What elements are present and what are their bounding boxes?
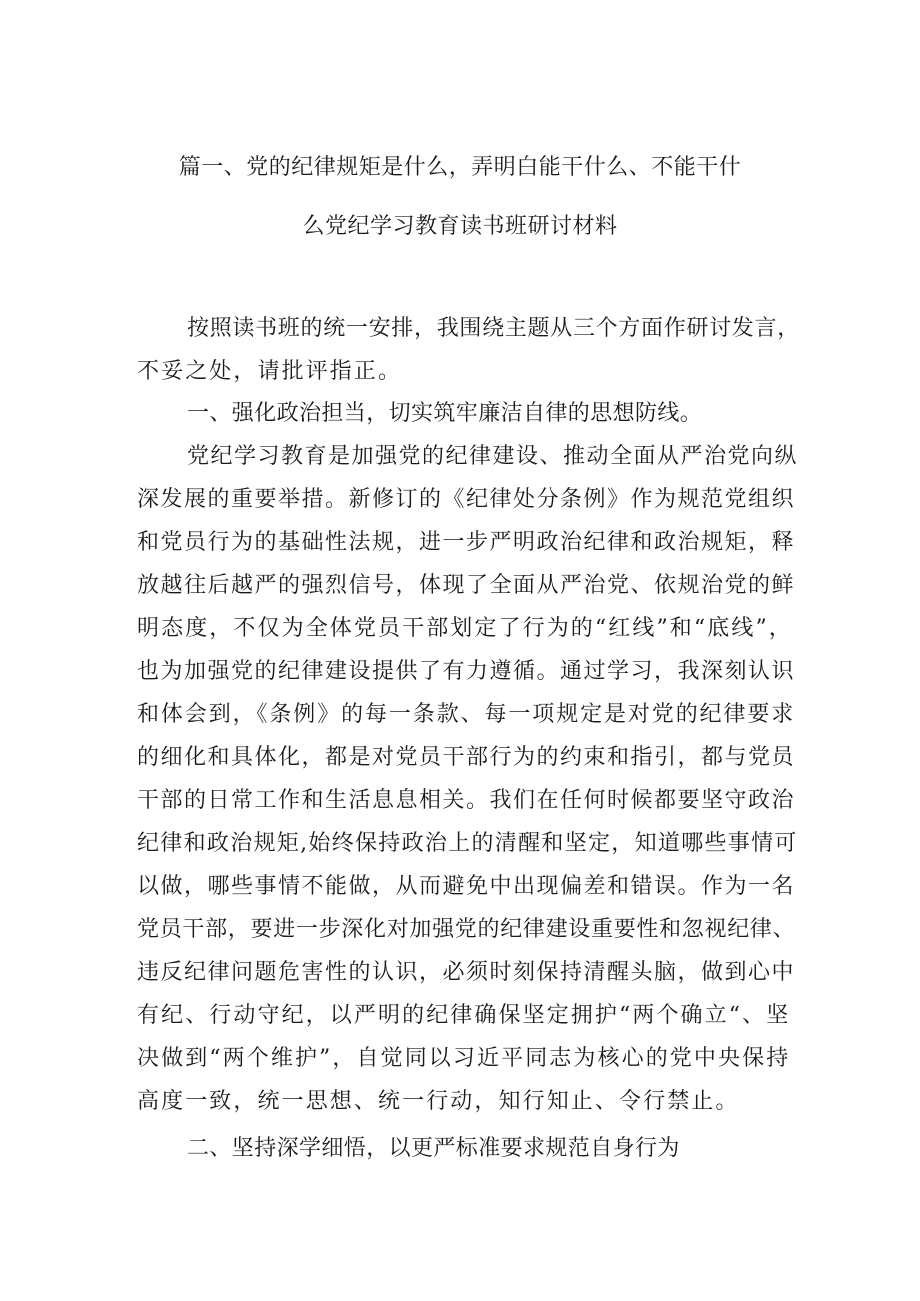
section-1-line-10: 纪律和政治规矩,始终保持政治上的清醒和坚定，知道哪些事情可	[137, 831, 798, 856]
section-1-heading: 一、强化政治担当，切实筑牢廉洁自律的思想防线。	[187, 401, 703, 426]
section-1-line-13: 违反纪律问题危害性的认识，必须时刻保持清醒头脑，做到心中	[137, 960, 796, 985]
section-1-line-12: 党员干部，要进一步深化对加强党的纪律建设重要性和忽视纪律、	[137, 917, 796, 942]
section-1-line-3: 和党员行为的基础性法规，进一步严明政治纪律和政治规矩，释	[137, 530, 796, 555]
section-1-line-8: 的细化和具体化，都是对党员干部行为的约束和指引，都与党员	[137, 745, 796, 770]
section-1-line-9: 干部的日常工作和生活息息相关。我们在任何时候都要坚守政治	[137, 788, 796, 813]
section-1-line-11: 以做，哪些事情不能做，从而避免中出现偏差和错误。作为一名	[137, 874, 796, 899]
section-1-line-16: 高度一致，统一思想、统一行动，知行知止、令行禁止。	[137, 1089, 740, 1114]
section-1-line-15: 决做到“两个维护”，自觉同以习近平同志为核心的党中央保持	[137, 1046, 791, 1071]
intro-line-1: 按照读书班的统一安排，我围绕主题从三个方面作研讨发言，	[187, 316, 800, 341]
intro-line-2: 不妥之处，请批评指正。	[137, 359, 403, 384]
section-1-line-2: 深发展的重要举措。新修订的《纪律处分条例》作为规范党组织	[137, 487, 796, 512]
section-1-line-1: 党纪学习教育是加强党的纪律建设、推动全面从严治党向纵	[187, 444, 799, 469]
section-1-line-5: 明态度，不仅为全体党员干部划定了行为的“红线”和“底线”，	[137, 616, 793, 641]
section-1-line-6: 也为加强党的纪律建设提供了有力遵循。通过学习，我深刻认识	[137, 659, 796, 684]
document-title-line-2: 么党纪学习教育读书班研讨材料	[302, 214, 618, 239]
document-title-line-1: 篇一、党的纪律规矩是什么，弄明白能干什么、不能干什	[178, 155, 742, 180]
section-2-heading: 二、坚持深学细悟，以更严标准要求规范自身行为	[187, 1136, 680, 1161]
section-1-line-14: 有纪、行动守纪，以严明的纪律确保坚定拥护“两个确立“、坚	[137, 1003, 791, 1028]
section-1-line-7: 和体会到，《条例》的每一条款、每一项规定是对党的纪律要求	[137, 702, 796, 727]
section-1-line-4: 放越往后越严的强烈信号，体现了全面从严治党、依规治党的鲜	[137, 573, 796, 598]
